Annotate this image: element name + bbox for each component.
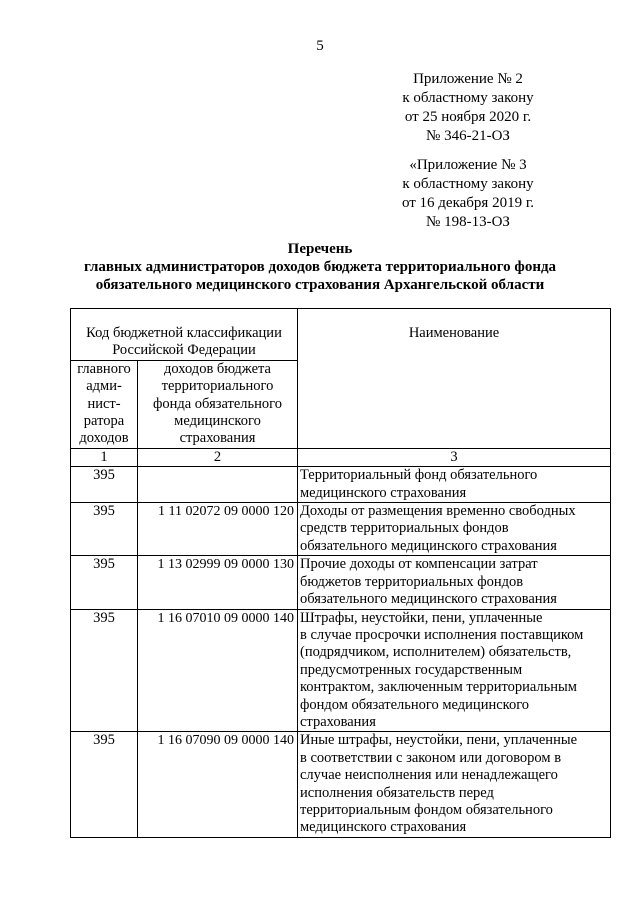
- name-line: в случае просрочки исполнения поставщиком: [300, 626, 584, 643]
- appendix-line: «Приложение № 3: [409, 157, 527, 173]
- name-line: контрактом, заключенным территориальным: [300, 679, 577, 696]
- header-text: главного: [77, 360, 131, 377]
- appendix-line: от 25 ноября 2020 г.: [404, 109, 532, 125]
- header-text: ратора: [83, 413, 125, 430]
- table-row: [71, 732, 611, 837]
- header-text: нист-: [87, 395, 121, 412]
- income-code-cell: 1 16 07090 09 0000 140: [138, 732, 298, 837]
- header-text: доходов: [79, 430, 129, 447]
- column-number: 2: [138, 448, 298, 466]
- name-line: Иные штрафы, неустойки, пени, уплаченные: [300, 732, 578, 749]
- table-row: [71, 556, 611, 609]
- document-title: [0, 240, 640, 294]
- name-cell: [298, 556, 611, 609]
- header-name: [298, 309, 611, 449]
- name-line: медицинского страхования: [300, 819, 467, 836]
- income-code-cell: 1 11 02072 09 0000 120: [138, 503, 298, 556]
- name-line: исполнения обязательств перед: [300, 784, 494, 801]
- income-code-cell: 1 16 07010 09 0000 140: [138, 609, 298, 732]
- header-income: [138, 360, 298, 448]
- name-line: фондом обязательного медицинского: [300, 696, 530, 713]
- income-code-cell: 1 13 02999 09 0000 130: [138, 556, 298, 609]
- name-line: обязательного медицинского страхования: [300, 537, 557, 554]
- appendix-line: к областному закону: [402, 90, 534, 106]
- appendix-header-current: [368, 70, 568, 146]
- name-line: Штрафы, неустойки, пени, уплаченные: [300, 609, 543, 626]
- column-number-row: [71, 448, 611, 466]
- table-row: [71, 467, 611, 503]
- table-row: [71, 609, 611, 732]
- title-line: Перечень: [287, 241, 353, 257]
- header-admin: [71, 360, 138, 448]
- appendix-line: к областному закону: [402, 176, 534, 192]
- admin-code-cell: 395: [71, 467, 138, 503]
- name-line: в соответствии с законом или договором в: [300, 749, 562, 766]
- header-text: фонда обязательного: [152, 395, 283, 412]
- name-line: Прочие доходы от компенсации затрат: [300, 556, 538, 573]
- name-line: обязательного медицинского страхования: [300, 591, 557, 608]
- name-line: бюджетов территориальных фондов: [300, 573, 524, 590]
- header-text: территориального: [161, 378, 274, 395]
- admin-code-cell: 395: [71, 503, 138, 556]
- name-line: территориальным фондом обязательного: [300, 801, 553, 818]
- admin-code-cell: 395: [71, 556, 138, 609]
- administrators-table: [70, 308, 611, 838]
- header-text: Код бюджетной классификации: [86, 325, 282, 341]
- title-line: обязательного медицинского страхования Архангельской области: [95, 277, 545, 293]
- name-line: страхования: [300, 713, 376, 730]
- admin-code-cell: 395: [71, 609, 138, 732]
- name-cell: [298, 467, 611, 503]
- header-text: Наименование: [408, 325, 500, 341]
- appendix-line: от 16 декабря 2019 г.: [401, 195, 535, 211]
- header-text: медицинского: [174, 413, 261, 430]
- appendix-line: № 198-13-ОЗ: [426, 214, 510, 230]
- name-line: средств территориальных фондов: [300, 520, 509, 537]
- page-number: 5: [316, 38, 324, 54]
- name-cell: [298, 503, 611, 556]
- header-classification: [71, 309, 298, 361]
- name-line: (подрядчиком, исполнителем) обязательств,: [300, 644, 572, 661]
- name-line: Территориальный фонд обязательного: [300, 467, 538, 484]
- header-text: доходов бюджета: [164, 360, 271, 377]
- name-cell: [298, 732, 611, 837]
- column-number: 1: [71, 448, 138, 466]
- header-text: Российской Федерации: [112, 342, 256, 359]
- header-text: страхования: [179, 430, 256, 447]
- header-text: адми-: [86, 378, 122, 395]
- appendix-line: № 346-21-ОЗ: [426, 128, 510, 144]
- title-line: главных администраторов доходов бюджета территориального фонда: [83, 259, 557, 275]
- income-code-cell: [138, 467, 298, 503]
- appendix-line: Приложение № 2: [413, 71, 523, 87]
- table-row: [71, 503, 611, 556]
- name-line: медицинского страхования: [300, 484, 467, 501]
- name-line: случае неисполнения или ненадлежащего: [300, 767, 558, 784]
- table-header-row: [71, 309, 611, 361]
- name-cell: [298, 609, 611, 732]
- admin-code-cell: 395: [71, 732, 138, 837]
- name-line: Доходы от размещения временно свободных: [300, 503, 576, 520]
- appendix-header-previous: [368, 156, 568, 232]
- name-line: предусмотренных государственным: [300, 661, 523, 678]
- column-number: 3: [298, 448, 611, 466]
